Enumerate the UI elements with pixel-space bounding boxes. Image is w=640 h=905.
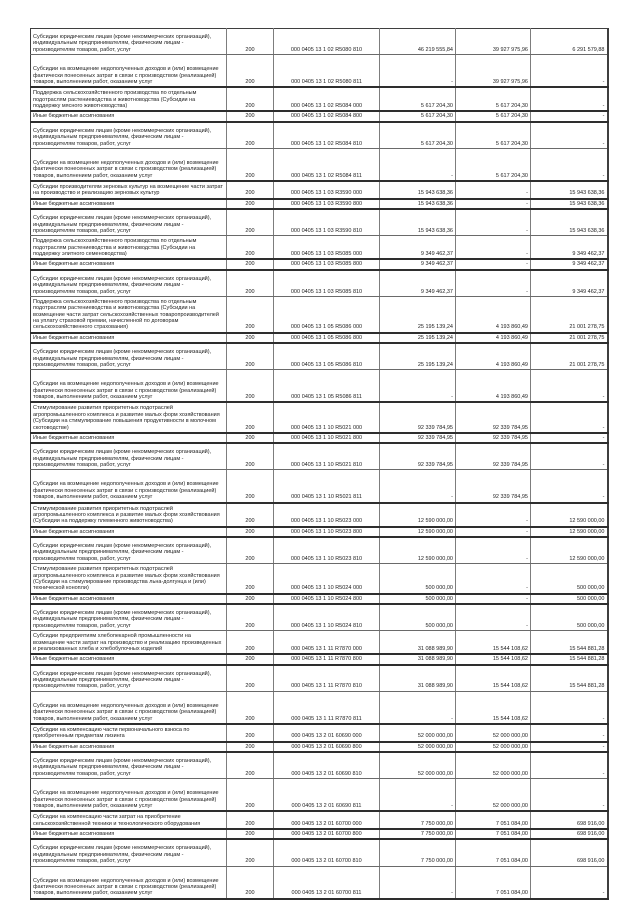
row-section-code: 200	[227, 433, 274, 443]
row-kbk-code: 000 0405 13 1 10 R5024 810	[274, 604, 380, 631]
row-amount-unexecuted: -	[531, 433, 608, 443]
row-amount-unexecuted: 15 544 881,28	[531, 654, 608, 664]
row-description: Субсидии на компенсацию части первоначального взноса по приобретенным предметам лизинга	[31, 724, 227, 742]
row-amount-unexecuted: -	[531, 470, 608, 503]
row-kbk-code: 000 0405 13 1 02 R5084 800	[274, 111, 380, 121]
table-row	[31, 829, 608, 839]
row-kbk-code: 000 0405 13 1 03 R5085 800	[274, 259, 380, 269]
row-amount-approved: 7 750 000,00	[380, 829, 456, 839]
row-section-code: 200	[227, 470, 274, 503]
row-amount-approved: 25 195 139,24	[380, 343, 456, 370]
row-description: Субсидии юридическим лицам (кроме некоммерческих организаций), индивидуальным предпринимателям, физическим лицам - производителям товаров, работ, услуг	[31, 122, 227, 149]
row-section-code: 200	[227, 527, 274, 537]
row-section-code: 200	[227, 503, 274, 527]
row-description: Иные бюджетные ассигнования	[31, 433, 227, 443]
row-amount-unexecuted: 15 943 638,36	[531, 199, 608, 209]
row-kbk-code: 000 0405 13 1 10 R5023 000	[274, 503, 380, 527]
row-section-code: 200	[227, 604, 274, 631]
row-amount-unexecuted: -	[531, 443, 608, 470]
table-row	[31, 443, 608, 470]
row-section-code: 200	[227, 122, 274, 149]
row-amount-executed: 7 051 084,00	[456, 811, 531, 829]
table-row	[31, 594, 608, 604]
table-row	[31, 181, 608, 199]
row-description: Поддержка сельскохозяйственного производства по отдельным подотраслям растениеводства и животноводства (Субсидии на поддержку мясного животноводства)	[31, 87, 227, 111]
row-amount-approved: 7 750 000,00	[380, 811, 456, 829]
row-amount-approved: 92 339 784,95	[380, 402, 456, 433]
row-section-code: 200	[227, 370, 274, 403]
row-amount-executed: 39 927 975,96	[456, 55, 531, 88]
row-description: Иные бюджетные ассигнования	[31, 527, 227, 537]
row-amount-approved: 500 000,00	[380, 594, 456, 604]
row-section-code: 200	[227, 29, 274, 55]
row-amount-executed: -	[456, 259, 531, 269]
row-amount-approved: -	[380, 866, 456, 899]
row-section-code: 200	[227, 839, 274, 866]
row-amount-executed: 5 617 204,30	[456, 111, 531, 121]
row-amount-unexecuted: 9 349 462,37	[531, 259, 608, 269]
budget-table-body	[31, 29, 608, 899]
row-section-code: 200	[227, 594, 274, 604]
row-amount-executed: 15 544 108,62	[456, 691, 531, 724]
row-amount-approved: 5 617 204,30	[380, 111, 456, 121]
row-section-code: 200	[227, 270, 274, 297]
row-section-code: 200	[227, 537, 274, 564]
row-amount-approved: 31 088 989,90	[380, 665, 456, 692]
row-section-code: 200	[227, 333, 274, 343]
row-amount-executed: 7 051 084,00	[456, 839, 531, 866]
table-row	[31, 29, 608, 55]
row-description: Субсидии юридическим лицам (кроме некоммерческих организаций), индивидуальным предпринимателям, физическим лицам - производителям товаров, работ, услуг	[31, 665, 227, 692]
row-amount-approved: 15 943 638,36	[380, 181, 456, 199]
table-row	[31, 199, 608, 209]
row-description: Стимулирование развития приоритетных подотраслей агропромышленного комплекса и развитие малых форм хозяйствования (Субсидии на стимулирование производства льна-долгунца и (или) технической конопли)	[31, 564, 227, 594]
row-description: Субсидии на возмещение недополученных доходов и (или) возмещение фактически понесенных затрат в связи с производством (реализацией) товаров, выполнением работ, оказанием услуг	[31, 779, 227, 812]
row-description: Иные бюджетные ассигнования	[31, 829, 227, 839]
row-description: Субсидии на возмещение недополученных доходов и (или) возмещение фактически понесенных затрат в связи с производством (реализацией) товаров, выполнением работ, оказанием услуг	[31, 470, 227, 503]
table-row	[31, 537, 608, 564]
row-amount-executed: 7 051 084,00	[456, 866, 531, 899]
row-description: Субсидии на возмещение недополученных доходов и (или) возмещение фактически понесенных затрат в связи с производством (реализацией) товаров, выполнением работ, оказанием услуг	[31, 148, 227, 181]
table-row	[31, 296, 608, 332]
row-section-code: 200	[227, 564, 274, 594]
row-kbk-code: 000 0405 13 1 03 R3590 000	[274, 181, 380, 199]
row-amount-unexecuted: -	[531, 111, 608, 121]
table-row	[31, 752, 608, 779]
table-row	[31, 779, 608, 812]
table-row	[31, 433, 608, 443]
row-section-code: 200	[227, 829, 274, 839]
row-description: Стимулирование развития приоритетных подотраслей агропромышленного комплекса и развитие малых форм хозяйствования (Субсидии на поддержку племенного животноводства)	[31, 503, 227, 527]
row-amount-executed: -	[456, 270, 531, 297]
row-amount-unexecuted: 9 349 462,37	[531, 236, 608, 260]
row-amount-approved: -	[380, 779, 456, 812]
row-kbk-code: 000 0405 13 1 03 R3590 810	[274, 209, 380, 236]
row-amount-approved: 500 000,00	[380, 604, 456, 631]
row-amount-unexecuted: 698 916,00	[531, 829, 608, 839]
row-description: Субсидии юридическим лицам (кроме некоммерческих организаций), индивидуальным предпринимателям, физическим лицам - производителям товаров, работ, услуг	[31, 343, 227, 370]
row-amount-approved: 15 943 638,36	[380, 209, 456, 236]
row-kbk-code: 000 0405 13 2 01 60700 811	[274, 866, 380, 899]
row-amount-executed: 39 927 975,96	[456, 29, 531, 55]
row-section-code: 200	[227, 55, 274, 88]
row-description: Иные бюджетные ассигнования	[31, 259, 227, 269]
budget-expenditure-table	[30, 28, 609, 900]
row-amount-executed: -	[456, 503, 531, 527]
row-amount-approved: 31 088 989,90	[380, 631, 456, 655]
row-amount-executed: 15 544 108,62	[456, 631, 531, 655]
row-amount-unexecuted: 21 001 278,75	[531, 296, 608, 332]
table-row	[31, 111, 608, 121]
row-description: Поддержка сельскохозяйственного производства по отдельным подотраслям растениеводства и животноводства (Субсидии на возмещение части затрат сельскохозяйственных товаропроизводителей на уплату страховой премии, начисленной по договорам сельскохозяйственного страхования)	[31, 296, 227, 332]
row-amount-approved: 9 349 462,37	[380, 259, 456, 269]
row-amount-unexecuted: -	[531, 742, 608, 752]
row-section-code: 200	[227, 259, 274, 269]
table-row	[31, 503, 608, 527]
row-amount-unexecuted: 500 000,00	[531, 594, 608, 604]
row-kbk-code: 000 0405 13 1 10 R5023 800	[274, 527, 380, 537]
row-description: Субсидии юридическим лицам (кроме некоммерческих организаций), индивидуальным предпринимателям, физическим лицам - производителям товаров, работ, услуг	[31, 270, 227, 297]
row-description: Иные бюджетные ассигнования	[31, 654, 227, 664]
row-amount-unexecuted: -	[531, 691, 608, 724]
row-amount-approved: 9 349 462,37	[380, 236, 456, 260]
table-row	[31, 742, 608, 752]
table-row	[31, 87, 608, 111]
row-kbk-code: 000 0405 13 1 10 R5021 000	[274, 402, 380, 433]
row-amount-executed: 4 193 860,49	[456, 370, 531, 403]
table-row	[31, 866, 608, 899]
table-row	[31, 148, 608, 181]
row-description: Субсидии юридическим лицам (кроме некоммерческих организаций), индивидуальным предпринимателям, физическим лицам - производителям товаров, работ, услуг	[31, 752, 227, 779]
row-amount-executed: -	[456, 594, 531, 604]
row-kbk-code: 000 0405 13 1 11 R7870 800	[274, 654, 380, 664]
row-amount-approved: 15 943 638,36	[380, 199, 456, 209]
row-amount-unexecuted: -	[531, 866, 608, 899]
row-description: Иные бюджетные ассигнования	[31, 111, 227, 121]
row-description: Иные бюджетные ассигнования	[31, 594, 227, 604]
table-row	[31, 122, 608, 149]
row-amount-executed: 5 617 204,30	[456, 148, 531, 181]
row-amount-approved: 52 000 000,00	[380, 742, 456, 752]
row-amount-executed: 92 339 784,95	[456, 402, 531, 433]
row-amount-executed: 15 544 108,62	[456, 665, 531, 692]
row-amount-approved: 46 219 555,84	[380, 29, 456, 55]
row-kbk-code: 000 0405 13 2 01 60690 810	[274, 752, 380, 779]
table-row	[31, 236, 608, 260]
table-row	[31, 55, 608, 88]
row-amount-executed: -	[456, 199, 531, 209]
row-description: Иные бюджетные ассигнования	[31, 333, 227, 343]
row-kbk-code: 000 0405 13 1 05 R5086 810	[274, 343, 380, 370]
row-section-code: 200	[227, 402, 274, 433]
row-description: Субсидии на возмещение недополученных доходов и (или) возмещение фактически понесенных затрат в связи с производством (реализацией) товаров, выполнением работ, оказанием услуг	[31, 691, 227, 724]
row-amount-approved: 31 088 989,90	[380, 654, 456, 664]
row-description: Иные бюджетные ассигнования	[31, 742, 227, 752]
row-description: Поддержка сельскохозяйственного производства по отдельным подотраслям растениеводства и животноводства (Субсидии на поддержку элитного семеноводства)	[31, 236, 227, 260]
row-amount-unexecuted: 15 943 638,36	[531, 209, 608, 236]
row-amount-approved: 9 349 462,37	[380, 270, 456, 297]
row-kbk-code: 000 0405 13 2 01 60700 000	[274, 811, 380, 829]
table-row	[31, 209, 608, 236]
row-amount-approved: 12 590 000,00	[380, 537, 456, 564]
row-amount-unexecuted: 500 000,00	[531, 564, 608, 594]
row-amount-executed: -	[456, 527, 531, 537]
row-amount-unexecuted: -	[531, 122, 608, 149]
row-kbk-code: 000 0405 13 2 01 60690 800	[274, 742, 380, 752]
row-description: Субсидии юридическим лицам (кроме некоммерческих организаций), индивидуальным предпринимателям, физическим лицам - производителям товаров, работ, услуг	[31, 209, 227, 236]
row-section-code: 200	[227, 296, 274, 332]
row-amount-executed: 15 544 108,62	[456, 654, 531, 664]
row-section-code: 200	[227, 811, 274, 829]
row-kbk-code: 000 0405 13 1 02 R5080 811	[274, 55, 380, 88]
row-kbk-code: 000 0405 13 1 05 R5086 800	[274, 333, 380, 343]
row-description: Стимулирование развития приоритетных подотраслей агропромышленного комплекса и развитие малых форм хозяйствования (Субсидии на стимулирование повышения продуктивности в молочном скотоводстве)	[31, 402, 227, 433]
table-row	[31, 270, 608, 297]
row-kbk-code: 000 0405 13 2 01 60700 810	[274, 839, 380, 866]
row-kbk-code: 000 0405 13 1 10 R5021 800	[274, 433, 380, 443]
row-amount-executed: 52 000 000,00	[456, 742, 531, 752]
table-row	[31, 691, 608, 724]
row-amount-unexecuted: 12 590 000,00	[531, 503, 608, 527]
table-row	[31, 811, 608, 829]
row-amount-executed: 4 193 860,49	[456, 296, 531, 332]
row-kbk-code: 000 0405 13 1 10 R5023 810	[274, 537, 380, 564]
row-kbk-code: 000 0405 13 1 03 R5085 000	[274, 236, 380, 260]
row-amount-unexecuted: 21 001 278,75	[531, 333, 608, 343]
row-amount-executed: -	[456, 181, 531, 199]
row-kbk-code: 000 0405 13 1 02 R5084 811	[274, 148, 380, 181]
row-section-code: 200	[227, 236, 274, 260]
row-amount-approved: 12 590 000,00	[380, 527, 456, 537]
row-amount-executed: -	[456, 604, 531, 631]
table-row	[31, 564, 608, 594]
row-kbk-code: 000 0405 13 2 01 60690 000	[274, 724, 380, 742]
table-row	[31, 402, 608, 433]
row-amount-executed: 52 000 000,00	[456, 779, 531, 812]
row-amount-executed: 4 193 860,49	[456, 333, 531, 343]
row-amount-executed: -	[456, 236, 531, 260]
row-amount-approved: 500 000,00	[380, 564, 456, 594]
row-amount-executed: -	[456, 564, 531, 594]
row-amount-unexecuted: -	[531, 402, 608, 433]
row-description: Субсидии на возмещение недополученных доходов и (или) возмещение фактически понесенных затрат в связи с производством (реализацией) товаров, выполнением работ, оказанием услуг	[31, 370, 227, 403]
row-amount-unexecuted: -	[531, 87, 608, 111]
row-amount-executed: 52 000 000,00	[456, 752, 531, 779]
row-description: Субсидии юридическим лицам (кроме некоммерческих организаций), индивидуальным предпринимателям, физическим лицам - производителям товаров, работ, услуг	[31, 29, 227, 55]
row-section-code: 200	[227, 87, 274, 111]
row-amount-approved: -	[380, 691, 456, 724]
row-kbk-code: 000 0405 13 1 10 R5024 000	[274, 564, 380, 594]
row-amount-executed: 52 000 000,00	[456, 724, 531, 742]
row-section-code: 200	[227, 199, 274, 209]
row-section-code: 200	[227, 691, 274, 724]
table-row	[31, 724, 608, 742]
row-kbk-code: 000 0405 13 1 10 R5021 811	[274, 470, 380, 503]
table-row	[31, 333, 608, 343]
row-kbk-code: 000 0405 13 1 03 R5085 810	[274, 270, 380, 297]
row-amount-executed: 92 339 784,95	[456, 470, 531, 503]
row-kbk-code: 000 0405 13 1 02 R5084 000	[274, 87, 380, 111]
row-amount-unexecuted: 15 544 881,28	[531, 665, 608, 692]
row-kbk-code: 000 0405 13 2 01 60690 811	[274, 779, 380, 812]
row-amount-approved: 25 195 139,24	[380, 333, 456, 343]
row-kbk-code: 000 0405 13 1 11 R7870 000	[274, 631, 380, 655]
row-description: Субсидии предприятиям хлебопекарной промышленности на возмещение части затрат на производство и реализацию произведенных и реализованных хлеба и хлебобулочных изделий	[31, 631, 227, 655]
row-description: Субсидии на компенсацию части затрат на приобретение сельскохозяйственной техники и технологического оборудования	[31, 811, 227, 829]
row-amount-executed: -	[456, 209, 531, 236]
row-amount-approved: 52 000 000,00	[380, 724, 456, 742]
table-row	[31, 839, 608, 866]
row-amount-executed: 7 051 084,00	[456, 829, 531, 839]
row-description: Субсидии юридическим лицам (кроме некоммерческих организаций), индивидуальным предпринимателям, физическим лицам - производителям товаров, работ, услуг	[31, 443, 227, 470]
row-section-code: 200	[227, 742, 274, 752]
row-amount-executed: 5 617 204,30	[456, 87, 531, 111]
row-amount-unexecuted: 698 916,00	[531, 811, 608, 829]
table-row	[31, 604, 608, 631]
row-amount-unexecuted: -	[531, 779, 608, 812]
row-kbk-code: 000 0405 13 1 10 R5024 800	[274, 594, 380, 604]
row-section-code: 200	[227, 443, 274, 470]
table-row	[31, 527, 608, 537]
row-amount-approved: 12 590 000,00	[380, 503, 456, 527]
row-amount-unexecuted: 21 001 278,75	[531, 343, 608, 370]
table-row	[31, 654, 608, 664]
row-amount-unexecuted: 698 916,00	[531, 839, 608, 866]
table-row	[31, 343, 608, 370]
row-section-code: 200	[227, 752, 274, 779]
row-amount-approved: 5 617 204,30	[380, 122, 456, 149]
row-kbk-code: 000 0405 13 2 01 60700 800	[274, 829, 380, 839]
row-section-code: 200	[227, 111, 274, 121]
row-amount-executed: 92 339 784,95	[456, 443, 531, 470]
row-amount-unexecuted: -	[531, 370, 608, 403]
row-section-code: 200	[227, 779, 274, 812]
row-amount-unexecuted: 15 544 881,28	[531, 631, 608, 655]
row-section-code: 200	[227, 631, 274, 655]
row-amount-unexecuted: -	[531, 55, 608, 88]
row-amount-unexecuted: 12 590 000,00	[531, 527, 608, 537]
row-amount-executed: 4 193 860,49	[456, 343, 531, 370]
row-kbk-code: 000 0405 13 1 11 R7870 810	[274, 665, 380, 692]
row-amount-unexecuted: 9 349 462,37	[531, 270, 608, 297]
row-amount-unexecuted: 500 000,00	[531, 604, 608, 631]
row-description: Субсидии юридическим лицам (кроме некоммерческих организаций), индивидуальным предпринимателям, физическим лицам - производителям товаров, работ, услуг	[31, 839, 227, 866]
row-amount-approved: -	[380, 370, 456, 403]
row-amount-approved: 7 750 000,00	[380, 839, 456, 866]
row-section-code: 200	[227, 665, 274, 692]
row-section-code: 200	[227, 181, 274, 199]
row-description: Субсидии производителям зерновых культур на возмещение части затрат на производство и реализацию зерновых культур	[31, 181, 227, 199]
row-description: Субсидии на возмещение недополученных доходов и (или) возмещение фактически понесенных затрат в связи с производством (реализацией) товаров, выполнением работ, оказанием услуг	[31, 55, 227, 88]
row-description: Субсидии на возмещение недополученных доходов и (или) возмещение фактически понесенных затрат в связи с производством (реализацией) товаров, выполнением работ, оказанием услуг	[31, 866, 227, 899]
row-kbk-code: 000 0405 13 1 02 R5080 810	[274, 29, 380, 55]
row-amount-unexecuted: -	[531, 724, 608, 742]
row-amount-approved: -	[380, 470, 456, 503]
row-amount-unexecuted: 6 291 579,88	[531, 29, 608, 55]
row-kbk-code: 000 0405 13 1 05 R5086 000	[274, 296, 380, 332]
row-section-code: 200	[227, 343, 274, 370]
row-amount-executed: 92 339 784,95	[456, 433, 531, 443]
table-row	[31, 370, 608, 403]
row-amount-executed: -	[456, 537, 531, 564]
table-row	[31, 665, 608, 692]
row-section-code: 200	[227, 654, 274, 664]
row-amount-unexecuted: -	[531, 752, 608, 779]
row-amount-unexecuted: -	[531, 148, 608, 181]
table-row	[31, 470, 608, 503]
row-section-code: 200	[227, 148, 274, 181]
table-row	[31, 259, 608, 269]
table-row	[31, 631, 608, 655]
row-section-code: 200	[227, 866, 274, 899]
row-kbk-code: 000 0405 13 1 11 R7870 811	[274, 691, 380, 724]
row-amount-approved: 5 617 204,30	[380, 87, 456, 111]
row-amount-approved: -	[380, 55, 456, 88]
row-amount-executed: 5 617 204,30	[456, 122, 531, 149]
row-amount-unexecuted: 15 943 638,36	[531, 181, 608, 199]
row-amount-approved: -	[380, 148, 456, 181]
row-description: Субсидии юридическим лицам (кроме некоммерческих организаций), индивидуальным предпринимателям, физическим лицам - производителям товаров, работ, услуг	[31, 604, 227, 631]
row-kbk-code: 000 0405 13 1 03 R3590 800	[274, 199, 380, 209]
row-description: Иные бюджетные ассигнования	[31, 199, 227, 209]
row-kbk-code: 000 0405 13 1 02 R5084 810	[274, 122, 380, 149]
row-kbk-code: 000 0405 13 1 05 R5086 811	[274, 370, 380, 403]
row-section-code: 200	[227, 209, 274, 236]
row-amount-approved: 52 000 000,00	[380, 752, 456, 779]
row-description: Субсидии юридическим лицам (кроме некоммерческих организаций), индивидуальным предпринимателям, физическим лицам - производителям товаров, работ, услуг	[31, 537, 227, 564]
row-amount-approved: 25 195 139,24	[380, 296, 456, 332]
row-kbk-code: 000 0405 13 1 10 R5021 810	[274, 443, 380, 470]
row-amount-approved: 92 339 784,95	[380, 433, 456, 443]
row-section-code: 200	[227, 724, 274, 742]
row-amount-approved: 92 339 784,95	[380, 443, 456, 470]
row-amount-unexecuted: 12 590 000,00	[531, 537, 608, 564]
